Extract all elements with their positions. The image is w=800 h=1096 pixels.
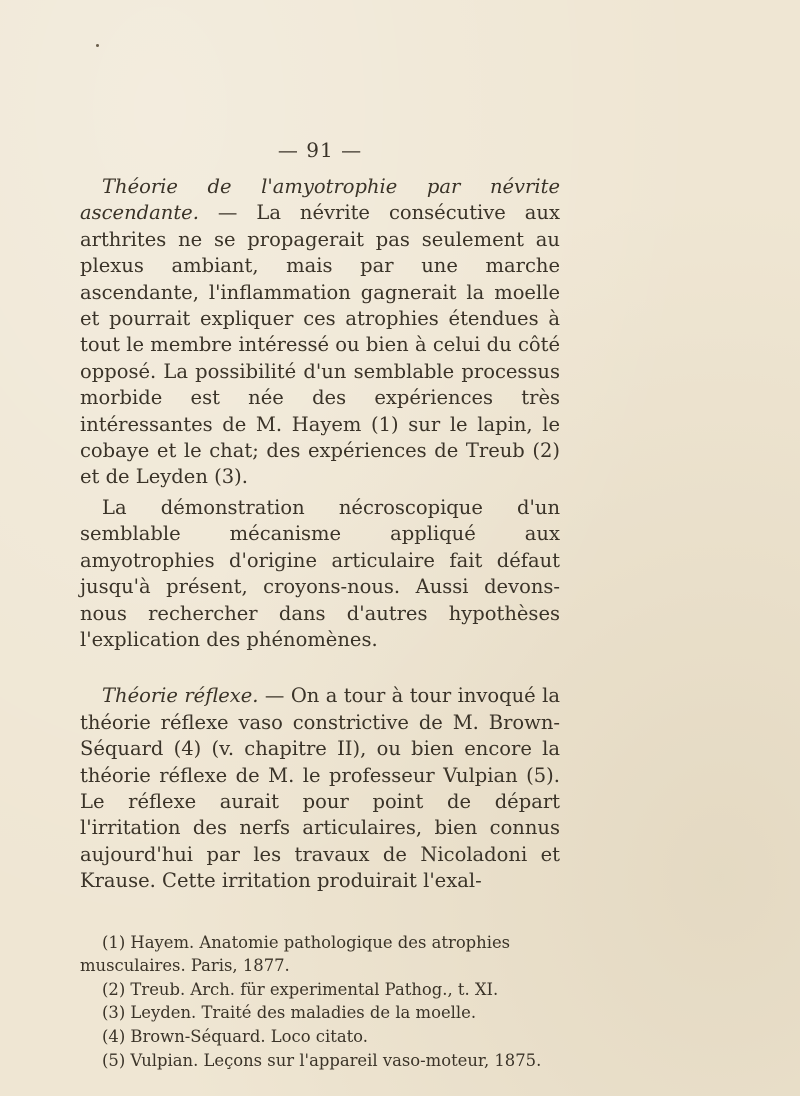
paragraph-body: — La névrite consécutive aux arthrites ne se propagerait pas seulement au plexus ambiant, mais par une marche ascendante, l'inflammation gagnerait la moelle et pourrait expliquer ces atrophies étendues à tout le membre intéressé ou bien à celui du côté opposé. La possibilité d'un semblable processus morbide est née des expériences très intéressantes de M. Hayem (1) sur le lapin, le cobaye et le chat; des expériences de Treub (2) et de Leyden (3). [80, 201, 560, 489]
footnotes [80, 931, 560, 1073]
footnote-2: (2) Treub. Arch. für experimental Pathog., t. XI. [102, 979, 499, 999]
paragraph-body: — On a tour à tour invoqué la théorie réflexe vaso constrictive de M. Brown-Séquard (4) (v. chapitre II), ou bien encore la théorie réflexe de M. le professeur Vulpian (5). Le réflexe aurait pour point de départ l'irritation des nerfs articulaires, bien connus aujourd'hui par les travaux de Nicoladoni et Krause. Cette irritation produirait l'exal- [80, 684, 560, 893]
paragraph-demonstration [80, 495, 560, 653]
section-heading-theorie-reflexe: Théorie réflexe. [102, 684, 259, 708]
footnote-3: (3) Leyden. Traité des maladies de la moelle. [102, 1003, 477, 1023]
paragraph-amyotrophie-nevrite [80, 174, 560, 491]
paper-speck [96, 44, 99, 47]
footnote-1: (1) Hayem. Anatomie pathologique des atrophies musculaires. Paris, 1877. [80, 932, 511, 976]
footnote-5: (5) Vulpian. Leçons sur l'appareil vaso-moteur, 1875. [102, 1050, 542, 1070]
page-number: — 91 — [277, 138, 363, 162]
section-heading-nevrite-ascendante: Théorie de l'amyotrophie par névrite ascendante. [80, 175, 560, 225]
footnote-4: (4) Brown-Séquard. Loco citato. [102, 1026, 368, 1046]
paragraph-body: La démonstration nécroscopique d'un semblable mécanisme appliqué aux amyotrophies d'origine articulaire fait défaut jusqu'à présent, croyons-nous. Aussi devons-nous rechercher dans d'autres hypothèses l'explication des phénomènes. [80, 495, 560, 651]
paragraph-theorie-reflexe [80, 683, 560, 894]
book-page [80, 138, 560, 1072]
